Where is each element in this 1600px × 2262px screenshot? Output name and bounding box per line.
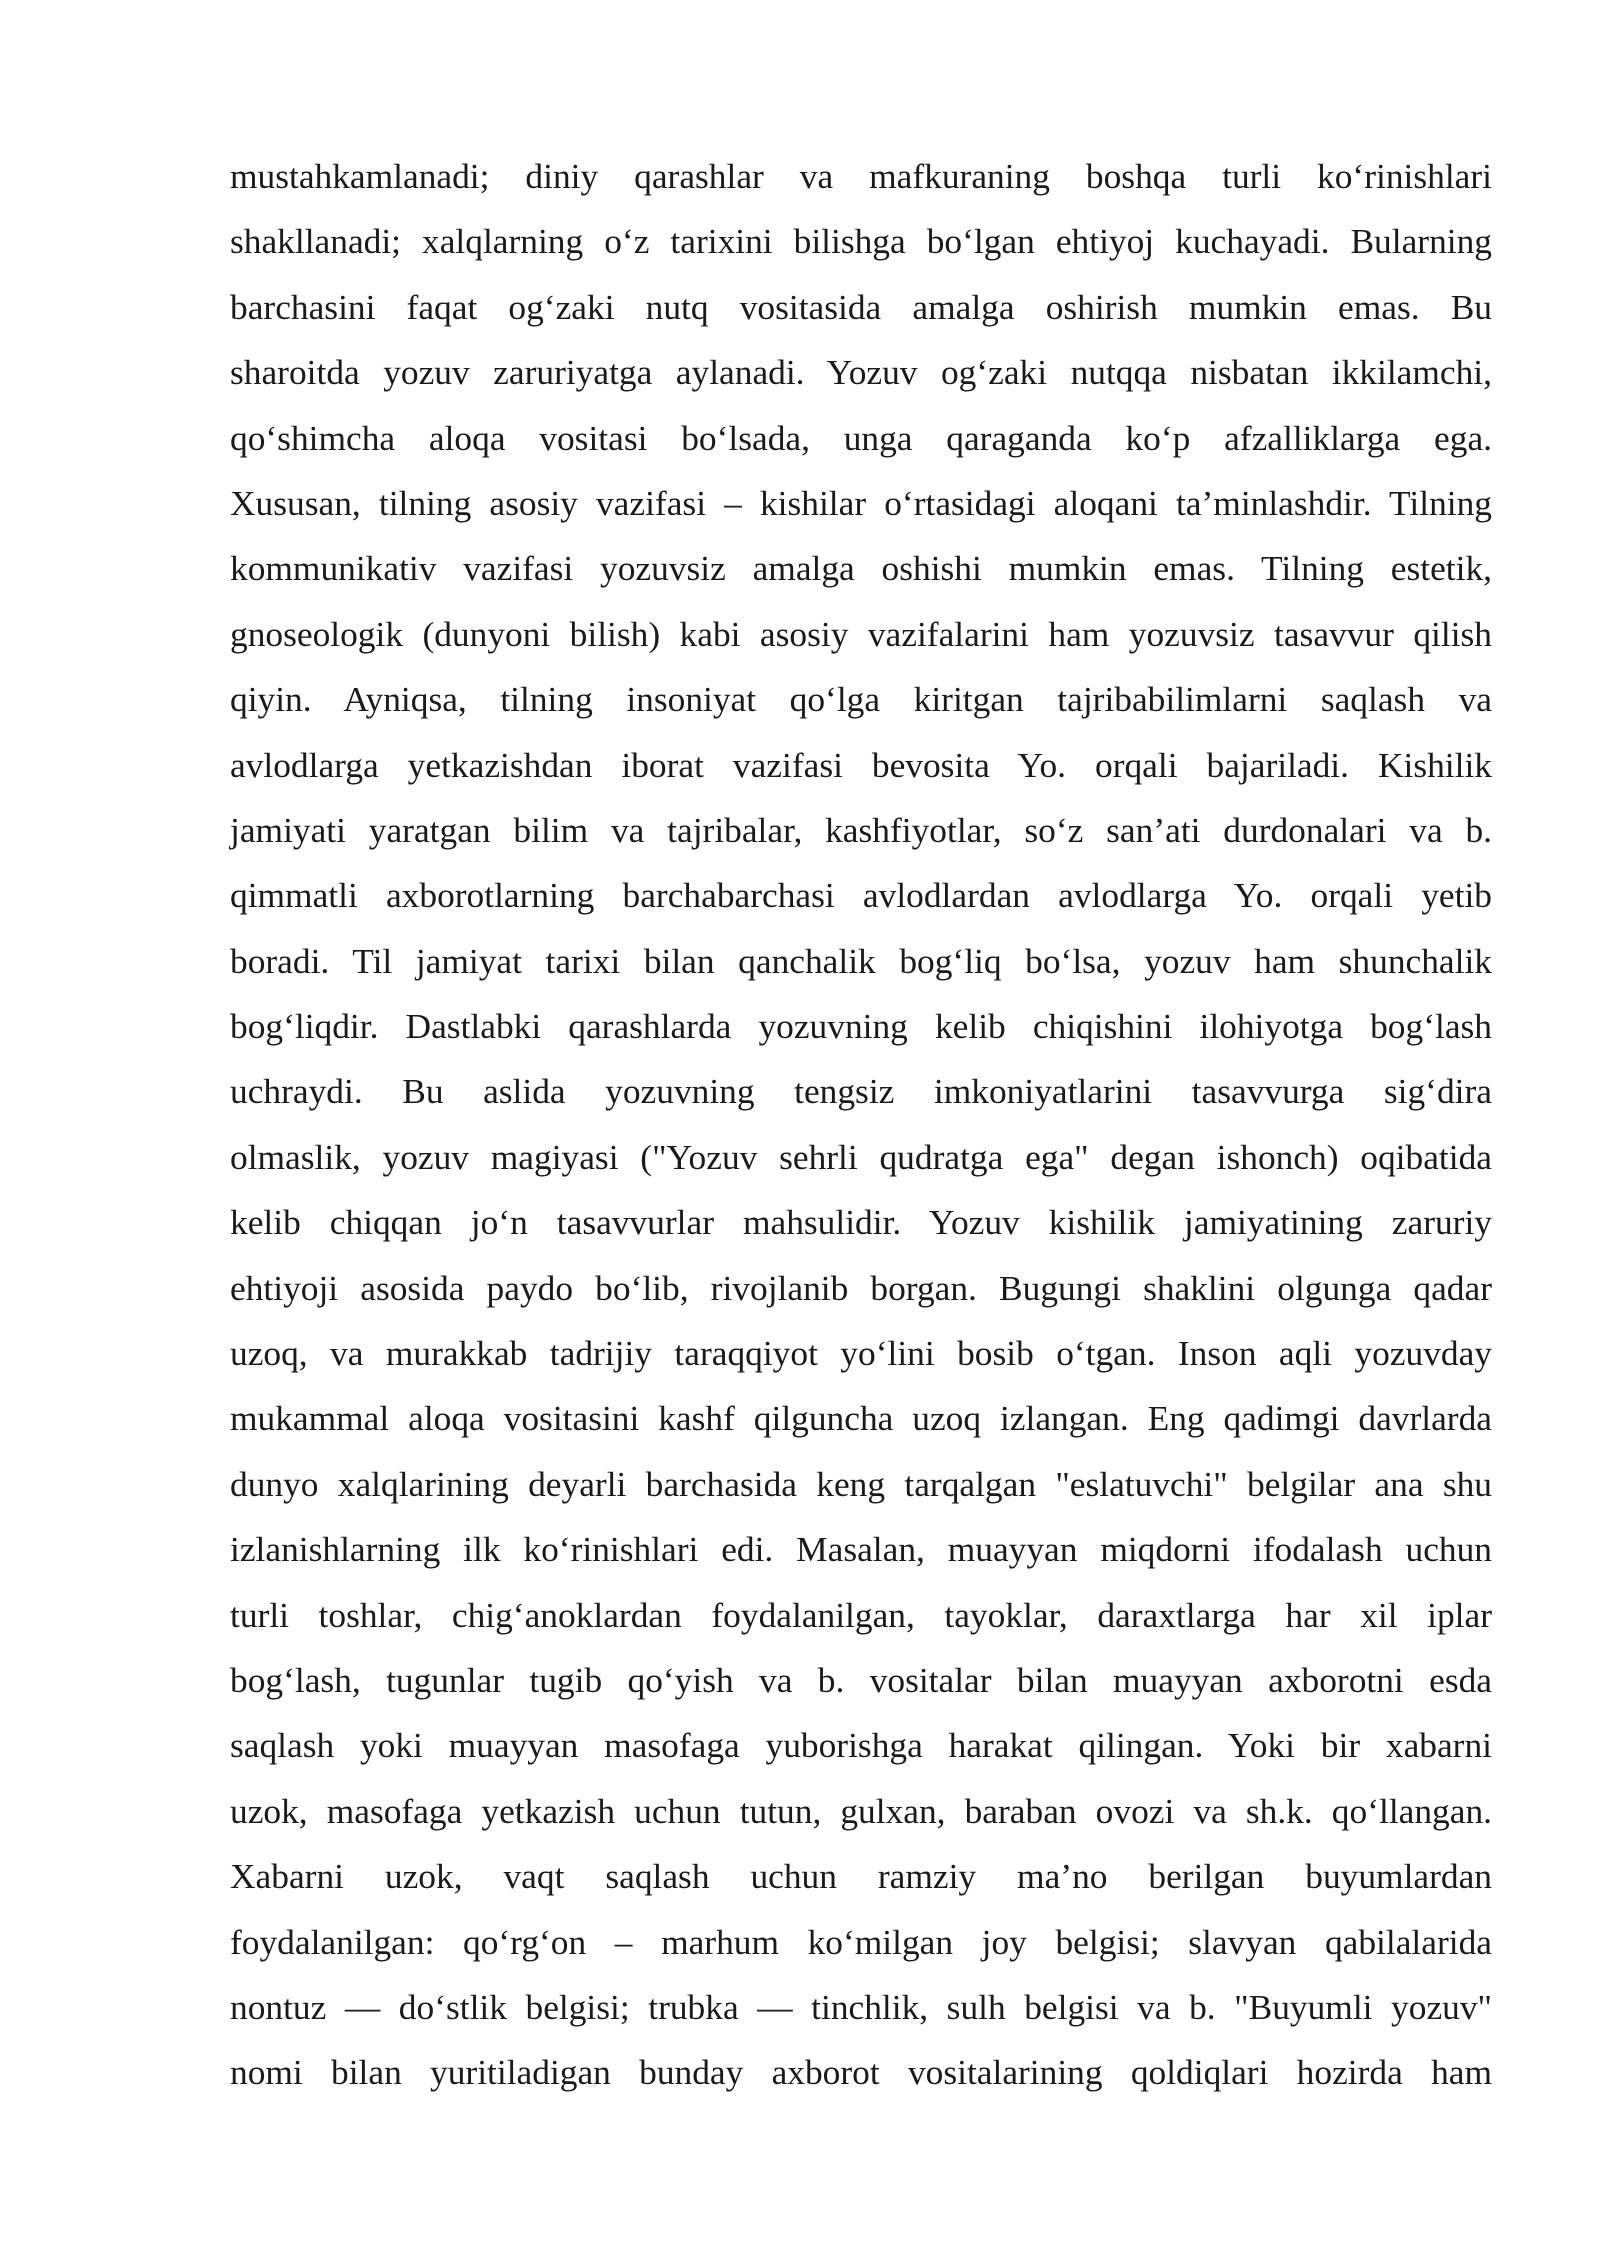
- text-line: qimmatli axborotlarning barchabarchasi avlodlardan avlodlarga Yo. orqali yetib: [230, 875, 1492, 916]
- text-line: dunyo xalqlarining deyarli barchasida keng tarqalgan "eslatuvchi" belgilar ana shu: [230, 1463, 1492, 1504]
- text-line: kommunikativ vazifasi yozuvsiz amalga oshishi mumkin emas. Tilning estetik,: [230, 548, 1492, 589]
- text-line: uchraydi. Bu aslida yozuvning tengsiz imkoniyatlarini tasavvurga sig‘dira: [230, 1071, 1492, 1112]
- text-line: shakllanadi; xalqlarning o‘z tarixini bilishga bo‘lgan ehtiyoj kuchayadi. Bularning: [230, 221, 1492, 262]
- text-line: bog‘lash, tugunlar tugib qo‘yish va b. vositalar bilan muayyan axborotni esda: [230, 1659, 1492, 1700]
- text-line: qiyin. Ayniqsa, tilning insoniyat qo‘lga kiritgan tajribabilimlarni saqlash va: [230, 679, 1492, 720]
- text-line: uzoq, va murakkab tadrijiy taraqqiyot yo‘lini bosib o‘tgan. Inson aqli yozuvday: [230, 1333, 1492, 1374]
- text-line: Xabarni uzok, vaqt saqlash uchun ramziy ma’no berilgan buyumlardan: [230, 1856, 1492, 1897]
- text-line: bog‘liqdir. Dastlabki qarashlarda yozuvning kelib chiqishini ilohiyotga bog‘lash: [230, 1006, 1492, 1047]
- text-line: barchasini faqat og‘zaki nutq vositasida amalga oshirish mumkin emas. Bu: [230, 286, 1492, 327]
- text-line: mustahkamlanadi; diniy qarashlar va mafkuraning boshqa turli ko‘rinishlari: [230, 156, 1492, 196]
- text-line: uzok, masofaga yetkazish uchun tutun, gulxan, baraban ovozi va sh.k. qo‘llangan.: [230, 1790, 1492, 1831]
- text-line: avlodlarga yetkazishdan iborat vazifasi bevosita Yo. orqali bajariladi. Kishilik: [230, 744, 1492, 785]
- text-line: qo‘shimcha aloqa vositasi bo‘lsada, unga qaraganda ko‘p afzalliklarga ega.: [230, 417, 1492, 458]
- text-line: turli toshlar, chig‘anoklardan foydalanilgan, tayoklar, daraxtlarga har xil iplar: [230, 1594, 1492, 1635]
- text-line: nontuz — do‘stlik belgisi; trubka — tinchlik, sulh belgisi va b. "Buyumli yozuv": [230, 1986, 1492, 2027]
- text-line: jamiyati yaratgan bilim va tajribalar, kashfiyotlar, so‘z san’ati durdonalari va b.: [230, 809, 1492, 850]
- text-line: boradi. Til jamiyat tarixi bilan qanchalik bog‘liq bo‘lsa, yozuv ham shunchalik: [230, 940, 1492, 981]
- text-line: ehtiyoji asosida paydo bo‘lib, rivojlanib borgan. Bugungi shaklini olgunga qadar: [230, 1267, 1492, 1308]
- text-line: olmaslik, yozuv magiyasi ("Yozuv sehrli qudratga ega" degan ishonch) oqibatida: [230, 1136, 1492, 1177]
- text-line: Xususan, tilning asosiy vazifasi – kishilar o‘rtasidagi aloqani ta’minlashdir. Tilning: [230, 482, 1492, 523]
- text-line: gnoseologik (dunyoni bilish) kabi asosiy vazifalarini ham yozuvsiz tasavvur qilish: [230, 613, 1492, 654]
- text-line: saqlash yoki muayyan masofaga yuborishga harakat qilingan. Yoki bir xabarni: [230, 1725, 1492, 1766]
- text-line: mukammal aloqa vositasini kashf qilguncha uzoq izlangan. Eng qadimgi davrlarda: [230, 1398, 1492, 1439]
- text-line: foydalanilgan: qo‘rg‘on – marhum ko‘milgan joy belgisi; slavyan qabilalarida: [230, 1921, 1492, 1962]
- body-paragraph: [230, 144, 1492, 2106]
- text-line: nomi bilan yuritiladigan bunday axborot vositalarining qoldiqlari hozirda ham: [230, 2052, 1492, 2093]
- text-line: kelib chiqqan jo‘n tasavvurlar mahsulidir. Yozuv kishilik jamiyatining zaruriy: [230, 1202, 1492, 1243]
- text-line: izlanishlarning ilk ko‘rinishlari edi. Masalan, muayyan miqdorni ifodalash uchun: [230, 1529, 1492, 1570]
- text-line: sharoitda yozuv zaruriyatga aylanadi. Yozuv og‘zaki nutqqa nisbatan ikkilamchi,: [230, 352, 1492, 393]
